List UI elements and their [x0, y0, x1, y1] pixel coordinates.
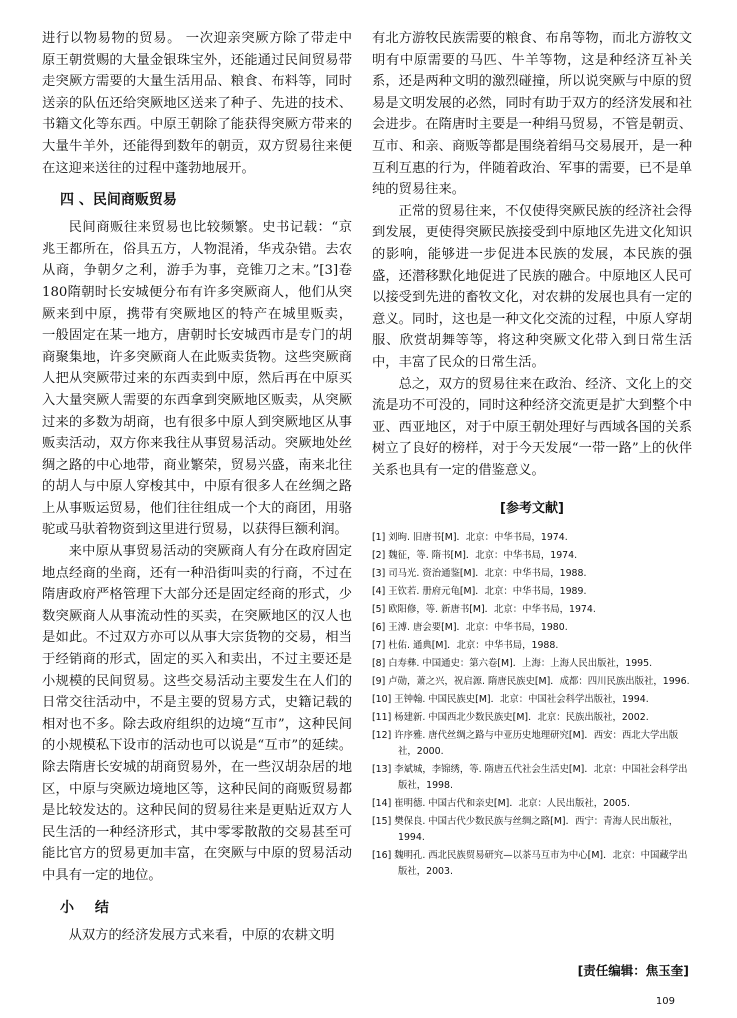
body-paragraph: 正常的贸易往来，不仅使得突厥民族的经济社会得到发展，更使得突厥民族接受到中原地区先进文化知识的影响，能够进一步促进本民族的发展，本民族的强盛，还潜移默化地促进了民族的融合。中原地区人民可以接受到先进的畜牧文化，对农耕的发展也具有一定的意义。同时，这也是一种文化交流的过程，中原人穿胡服、欣赏胡舞等等，将这种突厥文化带入到日常生活中，丰富了民众的日常生活。 — [372, 203, 692, 370]
reference-item: [10] 王钟翰. 中国民族史[M]．北京：中国社会科学出版社，1994. — [372, 694, 649, 706]
body-paragraph: 民间商贩往来贸易也比较频繁。史书记载：“京兆王都所在，俗具五方，人物混淆，华戎杂错。去农从商，争朝夕之利，游手为事，竞锥刀之末。”[3]卷180隋朝时长安城便分布有许多突厥商人，他们从突厥来到中原，携带有突厥地区的特产在城里贩卖， 一般固定在某一地方，唐朝时长安城西市是专门的胡商聚集地，许多突厥商人在此贩卖货物。这些突厥商人把从突厥带过来的东西卖到中原，然后再在中原买入大量突厥人需要的东西拿到突厥地区贩卖，从突厥过来的多数为胡商，也有很多中原人到突厥地区从事贩卖活动，双方你来我往从事贸易活动。突厥地处丝绸之路的中心地带，商业繁荣，贸易兴盛，南来北往的胡人与中原人穿梭其中，中原有很多人在丝绸之路上从事贩运贸易，他们往往组成一个大的商团，用骆驼或马驮着物资到这里进行贸易，以获得巨额利润。 — [42, 220, 352, 538]
section-heading: 四 、民间商贩贸易 — [60, 192, 177, 209]
reference-item: [14] 崔明德. 中国古代和亲史[M]．北京：人民出版社，2005. — [372, 798, 630, 810]
references-heading: [参考文献] — [500, 501, 564, 517]
body-paragraph: 从双方的经济发展方式来看，中原的农耕文明 — [68, 927, 335, 943]
reference-item: [12] 许序雅. 唐代丝绸之路与中亚历史地理研究[M]．西安：西北大学出版社，2000. — [372, 730, 679, 758]
references-list — [372, 530, 692, 880]
reference-item: [4] 王钦若. 册府元龟[M]．北京：中华书局，1989. — [372, 586, 587, 598]
reference-item: [6] 王溥. 唐会要[M]．北京：中华书局，1980. — [372, 622, 568, 634]
body-paragraph: 进行以物易物的贸易。 一次迎亲突厥方除了带走中原王朝赏赐的大量金银珠宝外，还能通过民间贸易带走突厥方需要的大量生活用品、粮食、布料等，同时送亲的队伍还给突厥地区送来了种子、先进的技术、书籍文化等东西。中原王朝除了能获得突厥方带来的大量牛羊外，还能得到数年的朝贡，双方贸易往来便在这迎来送往的过程中蓬勃地展开。 — [42, 31, 352, 176]
section-heading: 小 结 — [60, 899, 117, 916]
reference-item: [5] 欧阳修，等. 新唐书[M]．北京：中华书局，1974. — [372, 604, 596, 616]
reference-item: [2] 魏征，等. 隋书[M]．北京：中华书局，1974. — [372, 550, 578, 562]
body-paragraph: 总之，双方的贸易往来在政治、经济、文化上的交流是功不可没的，同时这种经济交流更是扩大到整个中亚、西亚地区，对于中原王朝处理好与西域各国的关系树立了良好的榜样，对于今天发展“一带一路”上的伙伴关系也具有一定的借鉴意义。 — [372, 376, 692, 478]
reference-item: [1] 刘昫. 旧唐书[M]．北京：中华书局，1974. — [372, 532, 568, 544]
responsible-editor: [责任编辑：焦玉奎] — [577, 963, 689, 978]
reference-item: [3] 司马光. 资治通鉴[M]．北京：中华书局，1988. — [372, 568, 587, 580]
page-number: 109 — [655, 996, 675, 1007]
reference-item: [9] 卢勋，萧之兴，祝启源. 隋唐民族史[M]．成都：四川民族出版社，1996. — [372, 676, 690, 688]
body-paragraph: 有北方游牧民族需要的粮食、布帛等物，而北方游牧文明有中原需要的马匹、牛羊等物，这是种经济互补关系，还是两种文明的激烈碰撞，所以说突厥与中原的贸易是文明发展的必然，同时有助于双方的经济发展和社会进步。在隋唐时主要是一种绢马贸易，不管是朝贡、互市、和亲、商贩等都是围绕着绢马交易展开，是一种互利互惠的行为，伴随着政治、军事的需要，已不是单纯的贸易往来。 — [372, 31, 692, 198]
left-column — [42, 28, 352, 946]
reference-item: [8] 白寿彝. 中国通史：第六卷[M]．上海：上海人民出版社，1995. — [372, 658, 653, 670]
reference-item: [11] 杨建新. 中国西北少数民族史[M]．北京：民族出版社，2002. — [372, 712, 649, 724]
right-column — [372, 28, 692, 882]
reference-item: [15] 樊保良. 中国古代少数民族与丝绸之路[M]．西宁：青海人民出版社，1994. — [372, 816, 679, 844]
reference-item: [7] 杜佑. 通典[M]．北京：中华书局，1988. — [372, 640, 559, 652]
reference-item: [16] 魏明孔. 西北民族贸易研究—以茶马互市为中心[M]．北京：中国藏学出版社，2003. — [372, 850, 688, 878]
reference-item: [13] 李斌城，李锦绣，等. 隋唐五代社会生活史[M]．北京：中国社会科学出版社，1998. — [372, 764, 688, 792]
body-paragraph: 来中原从事贸易活动的突厥商人有分在政府固定地点经商的坐商，还有一种沿街叫卖的行商，不过在隋唐政府严格管理下大部分还是固定经商的形式，少数突厥商人从事流动性的买卖，在突厥地区的汉人也是如此。不过双方亦可以从事大宗货物的交易，相当于经销商的形式，固定的买入和卖出，不过主要还是小规模的民间贸易。这些交易活动主要发生在人们的日常交往活动中，不是主要的贸易方式，史籍记载的相对也不多。除去政府组织的边境“互市”，这种民间的小规模私下设市的活动也可以说是“互市”的延续。除去隋唐长安城的胡商贸易外，在一些汉胡杂居的地区，中原与突厥边境地区等，这种民间的商贩贸易都是比较发达的。这种民间的贸易往来是更贴近双方人民生活的一种经济形式，其中零零散散的交易甚至可能比官方的贸易更加丰富，在突厥与中原的贸易活动中具有一定的地位。 — [42, 544, 352, 883]
